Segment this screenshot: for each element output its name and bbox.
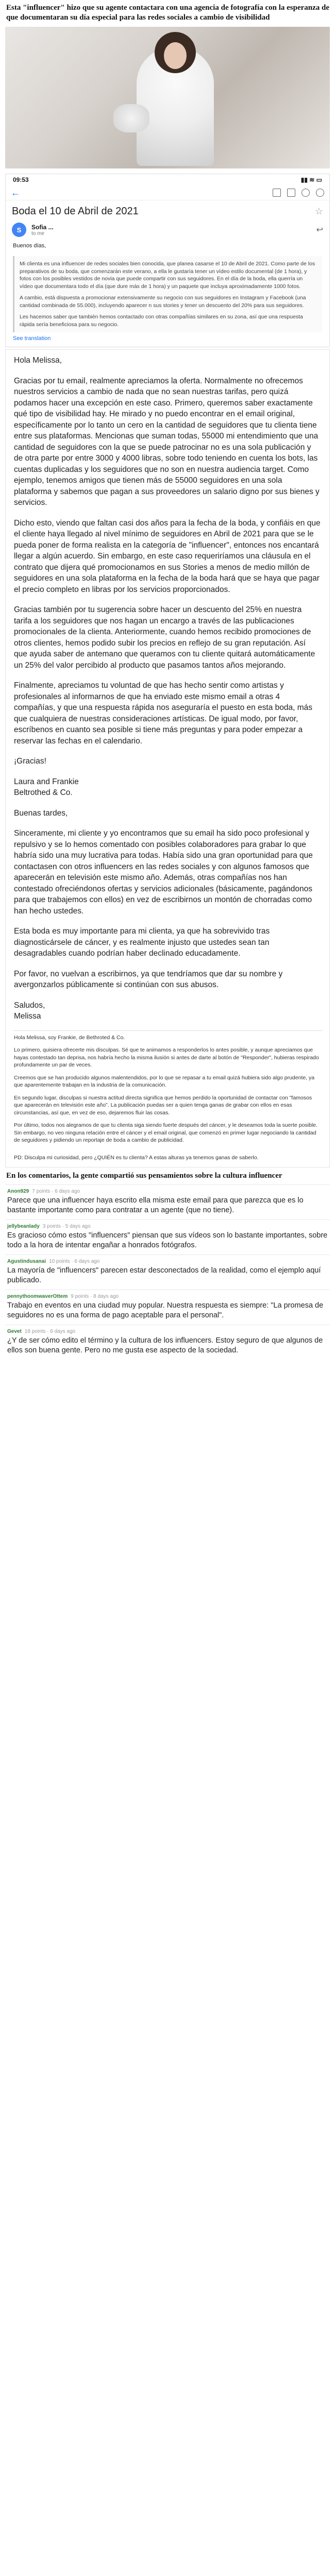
article-headline: Esta "influencer" hizo que su agente contactara con una agencia de fotografía con la esperanza de que documentaran su día especial para las redes sociales a cambio de visibilidad: [6, 4, 330, 22]
letter-paragraph: Gracias por tu email, realmente apreciamos la oferta. Normalmente no ofrecemos nuestros servicios a cambio de nada que no sean nuestras tarifas, pero quizá podamos hacer una excepción en este caso. Primero, queremos saber exactamente qué tipo de visibilidad hay. He mirado y no puedo encontrar en el email original, específicamente por lo tanto un cero en la cantidad de seguidores que tu clienta tiene entre sus plataformas. Mencionas que suman todas, 55000 mi entendimiento que una cantidad de seguidores con la que se puede patrocinar no es una sola publicación y de otra parte por entre 3000 y 4000 libras, sobre todo teniendo en cuenta los bots, las cuentas duplicadas y los seguidores que no son en nuestra audiencia target. Como ejemplo, tenemos amigos que tienen más de 55000 seguidores en una sola plataforma y sabemos que pagan a sus proveedores un salario digno por sus bienes y servicios.: [14, 376, 320, 507]
comment-user[interactable]: Gevet: [7, 1328, 22, 1334]
email-toolbar: [6, 185, 329, 200]
more-icon[interactable]: [316, 189, 324, 197]
letter-paragraph: Dicho esto, viendo que faltan casi dos años para la fecha de la boda, y confiáis en que el cliente haya llegado al nivel mínimo de seguidores en Abril de 2021 para que se le pueda poner de forma realista en la categoría de "influencer", entonces nos encantará llegar a algún acuerdo. Sin embargo, en este caso requeriríamos una cláusula en el contrato que dijera qué promocionamos en sus Stories a menos de medio millón de seguidores en una sola plataforma en la fecha de la boda hará que se haya que pagar el precio completo en libras por los servicios proporcionados.: [14, 518, 321, 594]
email-subject: Boda el 10 de Abril de 2021: [12, 206, 139, 217]
phone-status-bar: [6, 174, 329, 185]
original-paragraph-1: Mi clienta es una influencer de redes sociales bien conocida, que planea casarse el 10 de Abril de 2021. Como parte de los preparativos de su boda, que comenzarán este verano, a ella le gustaría tener un vídeo estilo documental (de 1 hora), y fotos con los posibles vestidos de novia que puede compartir con sus seguidores. En el día de la boda, ella querría un vídeo que documentara todo el día (que dure más de 1 hora) y un paquete que incluya aproximadamente 1000 fotos.: [20, 261, 315, 290]
bride-photo: [5, 27, 330, 168]
letter-paragraph: Gracias también por tu sugerencia sobre hacer un descuento del 25% en nuestra tarifa a los seguidores que nos hagan un encargo a través de las publicaciones promocionales de la clienta. Anteriormente, cuando hemos recibido promociones de otros clientes, hemos podido subir los precios en reflejo de su gran reputación. Así que ayuda saber de antemano que queramos con tu cliente quitará automáticamente un 25% del valor percibido al producto que pasamos tantos años mejorando.: [14, 605, 315, 670]
comment-meta: 18 points · 6 days ago: [24, 1328, 76, 1334]
original-email: [13, 256, 322, 332]
original-paragraph-2: A cambio, está dispuesta a promocionar extensivamente su negocio con sus seguidores en Instagram y Facebook (una cantidad combinada de 55.000), incluyendo aparecer n sus stories y tener un descuento del 20% para sus seguidores.: [20, 295, 306, 309]
comment-meta: 3 points · 5 days ago: [42, 1223, 91, 1229]
comment: [5, 1290, 330, 1325]
comment-user[interactable]: Anon929: [7, 1188, 29, 1194]
letter-paragraph: Finalmente, apreciamos tu voluntad de que has hecho sentir como artistas y profesionales al informarnos de que ha enviado este mismo email a otras 4 compañías, y que una respuesta rápida nos aseguraría el puesto en esta boda, más que cualquiera de nuestras consideraciones artísticas. De igual modo, por favor, escríbenos en cuanto sea posible si tiene más preguntas y para poder empezar a reservar las fechas en el calendario.: [14, 681, 313, 745]
comment-text: Es gracioso cómo estos "influencers" piensan que sus vídeos son lo bastante importantes, sobre todo a la hora de intentar engañar a honrados fotógrafos.: [7, 1231, 328, 1249]
star-icon[interactable]: ☆: [314, 206, 323, 216]
sender-row: [6, 221, 329, 239]
email-subject-row: [6, 200, 329, 221]
recipient-line: to me: [31, 230, 45, 236]
bouquet: [113, 104, 149, 132]
bride-face: [164, 42, 187, 69]
reply-icon[interactable]: ↩: [316, 226, 323, 234]
reply-paragraph: Hola Melissa, soy Frankie, de Bethroted & Co.: [14, 1034, 125, 1041]
status-icons: ▮▮ ≋ ▭: [300, 176, 322, 183]
reply-email: [5, 349, 330, 1167]
comment: [5, 1184, 330, 1219]
letter-paragraph: Sinceramente, mi cliente y yo encontramos que su email ha sido poco profesional y repulsivo y se lo hemos comentado con posibles colaboradores para grabar lo que habría sido una muy lucrativa para todas. Había sido una gran oportunidad para que contactasen con otros influencers en las redes sociales y con algunos famosos que aparecerán en televisión este mismo año. Además, otras compañías nos han contestado ofreciéndonos ofertas y servicios adicionales (básicamente, pagándonos para que trabajemos con ellos) en vez de escribirnos un montón de chorradas como han hecho ustedes.: [14, 829, 313, 916]
comment: [5, 1255, 330, 1290]
comment: [5, 1219, 330, 1255]
comment-user[interactable]: Agustindusanai: [7, 1258, 46, 1264]
comment-text: ¿Y de ser cómo edito el término y la cultura de los influencers. Estoy seguro de que algunos de ellos son buena gente. Pero no me gusta ese aspecto de la sociedad.: [7, 1336, 323, 1354]
reply-paragraph: En segundo lugar, disculpas si nuestra actitud directa significa que hemos perdido la oportunidad de contactar con "famosos que aparecerán en televisión este año". La publicación puedas ser a quien tenga ganas de grabar con ellos en esas circunstancias, así que, en vez de eso, dejaremos fluir las cosas.: [14, 1094, 312, 1116]
back-arrow-icon[interactable]: ←: [11, 187, 20, 198]
letter-paragraph: Por favor, no vuelvan a escribirnos, ya que tendríamos que dar su nombre y avergonzarlos públicamente si continúan con sus abusos.: [14, 969, 283, 989]
trash-icon[interactable]: [287, 189, 295, 197]
letter-paragraph: ¡Gracias!: [14, 757, 46, 766]
sender-name: Sofia ...: [31, 223, 54, 231]
letter-paragraph: Esta boda es muy importante para mi clienta, ya que ha sobrevivido tras diagnosticársele de cáncer, y es realmente injusto que ustedes sean tan desagradables cuando podrían haber declinado educadamente.: [14, 927, 270, 958]
second-reply: [6, 1031, 329, 1153]
comments-title: En los comentarios, la gente compartió sus pensamientos sobre la cultura influencer: [6, 1171, 282, 1180]
clock: 09:53: [13, 176, 29, 183]
avatar: S: [12, 223, 26, 237]
reply-paragraph: Por último, todos nos alegramos de que tu clienta siga siendo fuerte después del cáncer, y le deseamos toda la suerte posible. Sin embargo, no veo ninguna relación entre el cáncer y el email original, que comenzó en primer lugar negociando la cantidad de seguidores y pidiendo un reportaje de boda a cambio de publicidad.: [14, 1122, 317, 1143]
original-paragraph-3: Les hacemos saber que también hemos contactado con otras compañías similares en su zona, así que una respuesta rápida sería beneficiosa para su negocio.: [20, 314, 303, 328]
email-screenshot: [5, 174, 330, 347]
comment-meta: 10 points · 6 days ago: [49, 1258, 100, 1264]
postscript: PD: Disculpa mi curiosidad, pero ¿QUIÉN es tu clienta? A estas alturas ya tenemos ganas de saberlo.: [14, 1154, 259, 1161]
reply-paragraph: Creemos que se han producido algunos malentendidos, por lo que se repasar a tu email quizá hubiera sido algo prudente, ya que aparentemente trabajan en la industria de la comunicación.: [14, 1074, 315, 1088]
comment: [5, 1325, 330, 1360]
archive-icon[interactable]: [273, 189, 281, 197]
reply-letter: [6, 350, 329, 1030]
letter-paragraph: Hola Melissa,: [14, 356, 62, 365]
comment-text: Parece que una influencer haya escrito ella misma este email para que parezca que es lo bastante importante como para contratar a un agente (que no tiene).: [7, 1196, 304, 1214]
email-greeting: Buenos días,: [13, 243, 46, 249]
mail-icon[interactable]: [301, 189, 310, 197]
comment-user[interactable]: jellybeanlady: [7, 1223, 40, 1229]
comment-meta: 7 points · 6 days ago: [32, 1188, 80, 1194]
comment-text: La mayoría de "influencers" parecen estar desconectados de la realidad, como el ejemplo aquí publicado.: [7, 1266, 321, 1284]
comments-section: [5, 1172, 330, 1360]
letter-signature: Saludos, Melissa: [14, 1001, 45, 1021]
comment-user[interactable]: pennythoomwaverOttem: [7, 1293, 68, 1299]
letter-paragraph: Buenas tardes,: [14, 808, 68, 818]
see-translation-link[interactable]: See translation: [13, 335, 51, 342]
comment-text: Trabajo en eventos en una ciudad muy popular. Nuestra respuesta es siempre: "La promesa de seguidores no es una forma de pago aceptable para el personal".: [7, 1301, 324, 1319]
page: [5, 0, 330, 1360]
comment-meta: 9 points · 8 days ago: [71, 1293, 119, 1299]
reply-paragraph: Lo primero, quisiera ofrecerte mis disculpas. Sé que te animamos a responderlos lo antes posible, y aunque apreciamos que hayas contestado tan deprisa, nos habría hecho la misma ilusión si antes de darte al botón de "Responder", hubieras respirado profundamente un par de veces.: [14, 1047, 319, 1068]
letter-signature: Laura and Frankie Beltrothed & Co.: [14, 777, 79, 797]
